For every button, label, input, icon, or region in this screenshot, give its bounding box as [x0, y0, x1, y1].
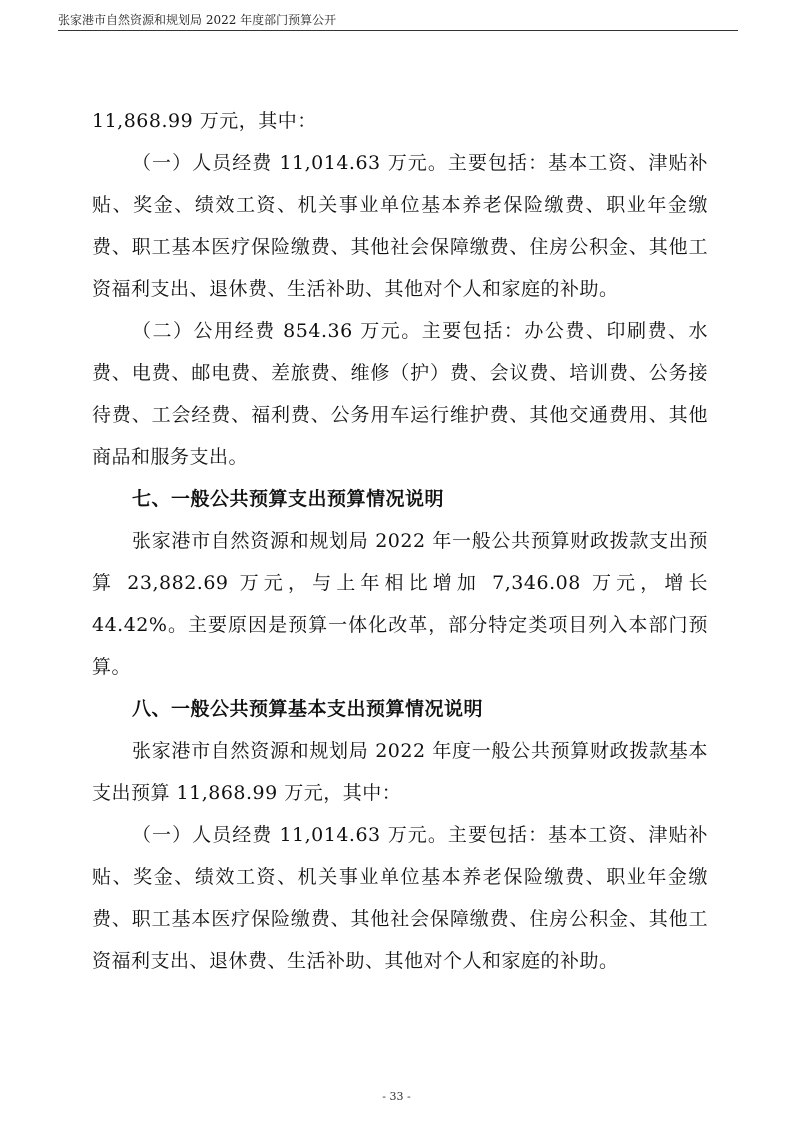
paragraph-personnel-expenses: （一）人员经费 11,014.63 万元。主要包括：基本工资、津贴补贴、奖金、绩效工资、机关事业单位基本养老保险缴费、职业年金缴费、职工基本医疗保险缴费、其他社会保障缴费、住房公积金、其他工资福利支出、退休费、生活补助、其他对个人和家庭的补助。 [92, 152, 708, 300]
paragraph-personnel-expenses-repeat: （一）人员经费 11,014.63 万元。主要包括：基本工资、津贴补贴、奖金、绩效工资、机关事业单位基本养老保险缴费、职业年金缴费、职工基本医疗保险缴费、其他社会保障缴费、住房公积金、其他工资福利支出、退休费、生活补助、其他对个人和家庭的补助。 [92, 824, 708, 972]
page-number: - 33 - [382, 1090, 411, 1103]
paragraph-continuation: 11,868.99 万元，其中： [92, 110, 317, 132]
page-footer [0, 1090, 793, 1103]
document-body [92, 100, 708, 982]
page-header [58, 10, 738, 31]
section-heading-seven: 七、一般公共预算支出预算情况说明 [132, 488, 445, 510]
section-heading-eight: 八、一般公共预算基本支出预算情况说明 [132, 698, 484, 720]
header-title: 张家港市自然资源和规划局 2022 年度部门预算公开 [58, 13, 337, 27]
paragraph-basic-expenditure: 张家港市自然资源和规划局 2022 年度一般公共预算财政拨款基本支出预算 11,868.99 万元，其中： [92, 740, 708, 804]
paragraph-general-budget-expenditure: 张家港市自然资源和规划局 2022 年一般公共预算财政拨款支出预算 23,882.69 万元，与上年相比增加 7,346.08 万元，增长 44.42%。主要原因是预算一体化改革，部分特定类项目列入本部门预算。 [92, 530, 708, 678]
paragraph-public-expenses: （二）公用经费 854.36 万元。主要包括：办公费、印刷费、水费、电费、邮电费、差旅费、维修（护）费、会议费、培训费、公务接待费、工会经费、福利费、公务用车运行维护费、其他交通费用、其他商品和服务支出。 [92, 320, 708, 468]
